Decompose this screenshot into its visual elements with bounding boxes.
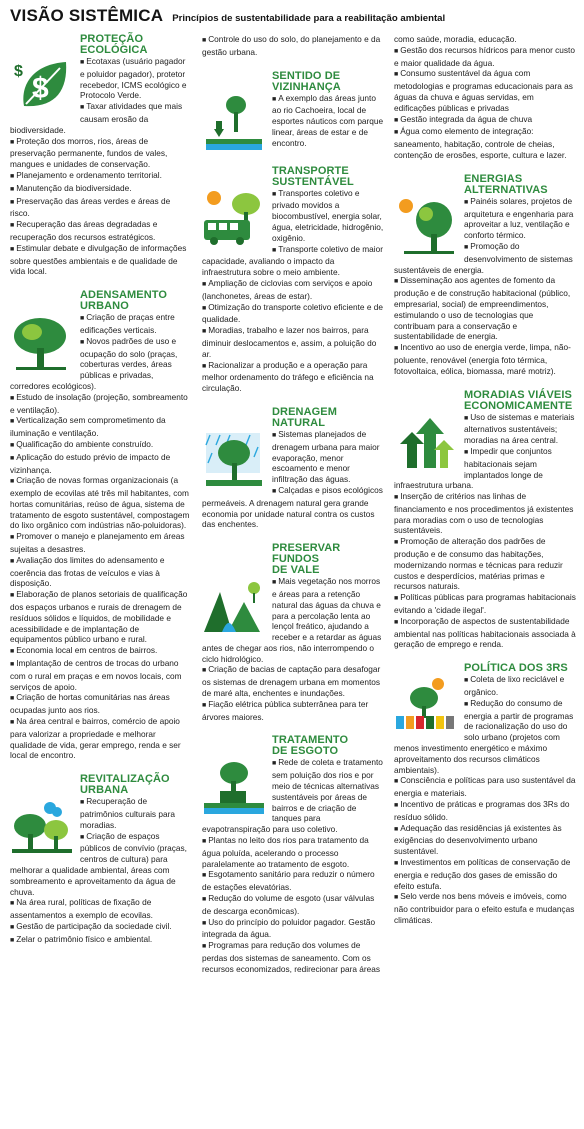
bullet-item: ■ Proteção dos morros, rios, áreas de preservação permanente, fundos de vales, mangues e unidades de conservação. bbox=[10, 136, 192, 170]
recycle-bins-icon bbox=[394, 676, 458, 732]
section-title: TRATAMENTO bbox=[272, 734, 349, 747]
section-revitalizacao bbox=[10, 774, 192, 946]
bullet-item: ■ Criação de praças entre edificações verticais. bbox=[10, 312, 192, 336]
section-title: MORADIAS VIÁVEIS bbox=[464, 388, 572, 401]
section-vizinhanca bbox=[202, 71, 384, 153]
section-adensamento bbox=[10, 290, 192, 761]
bullet-item: ■ Manutenção da biodiversidade. bbox=[10, 183, 192, 196]
section-body bbox=[202, 188, 384, 394]
section-title: ECOLÓGICA bbox=[80, 44, 148, 56]
svg-text:$: $ bbox=[14, 63, 23, 80]
bus-icon bbox=[202, 190, 266, 246]
bullet-item: ■ Rede de coleta e tratamento sem poluição dos rios e por meio de técnicas alternativas sustentáveis por áreas de bairros e de criação de tanques para evapotranspiração para uso coletivo. bbox=[202, 757, 384, 835]
bullet-item: ■ Promoção do desenvolvimento de sistemas sustentáveis de energia. bbox=[394, 241, 576, 275]
bullet-item: ■ Coleta de lixo reciclável e orgânico. bbox=[394, 674, 576, 698]
bullet-item: ■ Estudo de insolação (projeção, sombreamento e ventilação). bbox=[10, 392, 192, 416]
bullet-item: ■ Redução do volume de esgoto (usar válvulas de descarga econômicas). bbox=[202, 893, 384, 917]
section-body bbox=[10, 56, 192, 277]
column-1 bbox=[10, 34, 192, 988]
bullet-item: ■ Recuperação de patrimônios culturais para moradias. bbox=[10, 796, 192, 830]
bullet-item: ■ Água como elemento de integração: saneamento, habitação, controle de cheias, contenção de erosões, esporte, cultura e lazer. bbox=[394, 126, 576, 160]
bullet-item: ■ Políticas públicas para programas habitacionais evitando a 'cidade ilegal'. bbox=[394, 592, 576, 616]
section-title: PROTEÇÃO bbox=[80, 33, 144, 45]
bullet-item: ■ Gestão dos recursos hídricos para menor custo e maior qualidade da água. bbox=[394, 45, 576, 69]
section-title: REVITALIZAÇÃO URBANA bbox=[80, 773, 170, 797]
section-body bbox=[202, 576, 384, 722]
bullet-item: ■ Qualificação do ambiente construído. bbox=[10, 439, 192, 452]
section-body bbox=[202, 34, 384, 58]
section-title: PRESERVAR FUNDOS bbox=[272, 542, 341, 566]
section-drenagem bbox=[202, 407, 384, 530]
bullet-item: ■ Plantas no leito dos rios para tratamento da água poluída, acelerando o processo paralelamente ao tratamento de esgoto. bbox=[202, 835, 384, 869]
section-esgoto bbox=[202, 735, 384, 974]
bullet-item: ■ Gestão de participação da sociedade civil. bbox=[10, 921, 192, 934]
bullet-item: ■ Gestão integrada da água de chuva bbox=[394, 114, 576, 127]
bullet-item: ■ Transporte coletivo de maior capacidade, avaliando o impacto da infraestrutura sobre o meio ambiente. bbox=[202, 244, 384, 278]
section-body bbox=[394, 196, 576, 377]
section-title: POLÍTICA DOS 3RS bbox=[464, 662, 568, 675]
bullet-item: ■ Novos padrões de uso e ocupação do solo (praças, coberturas verdes, áreas públicas e privadas, corredores ecológicos). bbox=[10, 336, 192, 392]
rain-tree-icon bbox=[202, 431, 266, 487]
bullet-item: ■ Investimentos em políticas de conservação de energia e redução dos gases de emissão do efeito estufa. bbox=[394, 857, 576, 891]
bullet-item: ■ Preservação das áreas verdes e áreas de risco. bbox=[10, 196, 192, 220]
sewage-icon bbox=[202, 759, 266, 815]
bullet-item: ■ Inserção de critérios nas linhas de financiamento e nos procedimentos já existentes para moradias com o uso de tecnologias sustentáveis. bbox=[394, 491, 576, 536]
bullet-item: ■ Ampliação de ciclovias com serviços e apoio (lanchonetes, áreas de estar). bbox=[202, 278, 384, 302]
section-title: ADENSAMENTO bbox=[80, 289, 168, 302]
solar-tree-icon bbox=[394, 198, 458, 254]
page-title: VISÃO SISTÊMICA bbox=[10, 6, 164, 25]
bullet-item: ■ Criação de hortas comunitárias nas áreas ocupadas junto aos rios. bbox=[10, 692, 192, 716]
bullet-item: ■ Taxar atividades que mais causam erosão da biodiversidade. bbox=[10, 101, 192, 135]
section-body bbox=[202, 93, 384, 153]
section-body bbox=[394, 674, 576, 926]
section-protecao bbox=[10, 34, 192, 277]
bullet-item: ■ Mais vegetação nos morros e áreas para a retenção natural das águas da chuva e para a percolação lenta ao lençol freático, ajudando a receber e a retardar as águas antes de chegar aos rios, não interrompendo o ciclo hidrológico. bbox=[202, 576, 384, 664]
bullet-item: ■ Moradias, trabalho e lazer nos bairros, para diminuir deslocamentos e, assim, a poluição do ar. bbox=[202, 325, 384, 359]
section-tres_rs bbox=[394, 663, 576, 926]
section-title: DRENAGEM NATURAL bbox=[272, 405, 337, 429]
bullet-item: ■ Criação de novas formas organizacionais (a exemplo de ecovilas até três mil habitantes, com hortas comunitárias, reúso de água, sistema de tratamento de esgoto sustentável, compostagem do lixo orgânico com indústrias não-poluidoras). bbox=[10, 475, 192, 531]
section-title: URBANO bbox=[80, 300, 129, 313]
bullet-item: ■ Aplicação do estudo prévio de impacto de vizinhança. bbox=[10, 452, 192, 476]
park-icon bbox=[202, 95, 266, 151]
bullet-item: ■ Avaliação dos limites do adensamento e coerência das frotas de veículos e vias à disposição. bbox=[10, 555, 192, 589]
bullet-item: ■ Sistemas planejados de drenagem urbana para maior evaporação, menor escoamento e menor infiltração das águas. bbox=[202, 429, 384, 485]
section-title: DE VALE bbox=[272, 564, 320, 577]
bullet-item: ■ Fiação elétrica pública subterrânea para ter árvores maiores. bbox=[202, 699, 384, 723]
bullet-item: ■ Incentivo ao uso de energia verde, limpa, não-poluente, renovável (energia foto térmica, fotovoltaica, eólica, biomassa, maré motriz). bbox=[394, 342, 576, 376]
bullet-item: ■ Uso de sistemas e materiais alternativos sustentáveis; moradias na área central. bbox=[394, 412, 576, 446]
money-leaf-icon bbox=[10, 58, 74, 114]
section-title: SUSTENTÁVEL bbox=[272, 175, 354, 188]
section-title: ENERGIAS bbox=[464, 172, 523, 185]
section-body bbox=[10, 796, 192, 946]
bullet-item: ■ Estimular debate e divulgação de informações sobre questões ambientais e de qualidade de vida local. bbox=[10, 243, 192, 277]
bullet-item: ■ Na área rural, políticas de fixação de assentamentos a exemplo de ecovilas. bbox=[10, 897, 192, 921]
section-title: TRANSPORTE bbox=[272, 164, 349, 177]
section-continua2 bbox=[394, 34, 576, 161]
bullet-item: ■ Recuperação das áreas degradadas e recuperação dos recursos estratégicos. bbox=[10, 219, 192, 243]
header bbox=[10, 6, 576, 34]
section-body bbox=[394, 412, 576, 651]
column-2 bbox=[202, 34, 384, 988]
bullet-item: ■ Uso do princípio do poluidor pagador. Gestão integrada da água. bbox=[202, 917, 384, 941]
bullet-item: ■ Ecotaxas (usuário pagador e poluidor pagador), protetor recebedor, ICMS ecológico e Protocolo Verde. bbox=[10, 56, 192, 101]
bullet-item: ■ Calçadas e pisos ecológicos permeáveis. A drenagem natural gera grande economia por unidade natural contra os custos das enchentes. bbox=[202, 485, 384, 530]
bullet-item: ■ Zelar o patrimônio físico e ambiental. bbox=[10, 934, 192, 947]
bullet-item: ■ Elaboração de planos setoriais de qualificação dos espaços urbanos e rurais de drenagem de resíduos sólidos e líquidos, de mobilidade e acessibilidade e de implantação de equipamentos público urbano e rural. bbox=[10, 589, 192, 645]
bullet-item: ■ Na área central e bairros, comércio de apoio para valorizar a propriedade e melhorar qualidade de vida, gerar emprego, renda e ser local de encontro. bbox=[10, 716, 192, 761]
bullet-item: ■ Esgotamento sanitário para reduzir o número de estações elevatórias. bbox=[202, 869, 384, 893]
tree-icon bbox=[10, 314, 74, 370]
bullet-item: ■ Promover o manejo e planejamento em áreas sujeitas a desastres. bbox=[10, 531, 192, 555]
bullet-item: ■ Incentivo de práticas e programas dos 3Rs do resíduo sólido. bbox=[394, 799, 576, 823]
bullet-item: ■ Consumo sustentável da água com metodologias e programas educacionais para as águas da chuva e águas servidas, em edificações públicas e privadas bbox=[394, 68, 576, 113]
bullet-item: ■ Incorporação de aspectos de sustentabilidade ambiental nas políticas habitacionais associada à geração de emprego e renda. bbox=[394, 616, 576, 650]
bullet-item: ■ Disseminação aos agentes de fomento da produção e de construção habitacional (público, empresarial, social) de empreendimentos, estimulando o uso de tecnologias que contribuam para a conservação e sustentabilidade de energia. bbox=[394, 275, 576, 342]
section-moradias bbox=[394, 390, 576, 651]
bullet-item: como saúde, moradia, educação. bbox=[394, 34, 517, 44]
section-transporte bbox=[202, 166, 384, 394]
bullet-item: ■ Selo verde nos bens móveis e imóveis, como não contribuidor para o efeito estufa e mudanças climáticas. bbox=[394, 891, 576, 925]
bullet-item: ■ Racionalizar a produção e a operação para melhor ordenamento do tráfego e eficiência na circulação. bbox=[202, 360, 384, 394]
section-fundos bbox=[202, 543, 384, 722]
section-title: SENTIDO DE bbox=[272, 69, 341, 82]
section-body bbox=[202, 757, 384, 974]
bullet-item: ■ Controle do uso do solo, do planejamento e da gestão urbana. bbox=[202, 34, 384, 58]
bullet-item: ■ Otimização do transporte coletivo eficiente e de qualidade. bbox=[202, 302, 384, 326]
section-title: ALTERNATIVAS bbox=[464, 183, 548, 196]
bullet-item: ■ Planejamento e ordenamento territorial. bbox=[10, 170, 192, 183]
svg-text:$: $ bbox=[32, 72, 49, 105]
bullet-item: ■ Verticalização sem comprometimento da iluminação e ventilação. bbox=[10, 415, 192, 439]
bullet-item: ■ Economia local em centros de bairros. bbox=[10, 645, 192, 658]
section-body bbox=[202, 429, 384, 530]
bullet-item: ■ Painéis solares, projetos de arquitetura e engenharia para aproveitar a luz, ventilação e conforto térmico. bbox=[394, 196, 576, 241]
section-title: DE ESGOTO bbox=[272, 745, 339, 758]
section-title: ECONOMICAMENTE bbox=[464, 399, 573, 412]
bullet-item: ■ Promoção de alteração dos padrões de produção e de consumo das habitações, modernizando normas e técnicas para reduzir custos e desperdícios, matérias primas e recursos naturais. bbox=[394, 536, 576, 592]
bullet-item: ■ A exemplo das áreas junto ao rio Cachoeira, local de esportes náuticos com parque linear, áreas de estar e de encontro. bbox=[202, 93, 384, 149]
valley-icon bbox=[202, 578, 266, 634]
bullet-item: ■ Criação de espaços públicos de convívio (praças, centros de cultura) para melhorar a qualidade ambiental, áreas com sombreamento e aproveitamento da água de chuva. bbox=[10, 831, 192, 898]
column-3 bbox=[394, 34, 576, 988]
section-energias bbox=[394, 174, 576, 377]
columns bbox=[10, 34, 576, 988]
bullet-item: ■ Impedir que conjuntos habitacionais sejam implantados longe de infraestrutura urbana. bbox=[394, 446, 576, 491]
section-body bbox=[394, 34, 576, 161]
bullet-item: ■ Programas para redução dos volumes de perdas dos sistemas de saneamento. Com os recursos economizados, redirecionar para áreas bbox=[202, 940, 384, 974]
trees-water-icon bbox=[10, 798, 74, 854]
section-body bbox=[10, 312, 192, 761]
bullet-item: ■ Transportes coletivo e privado movidos a biocombustível, energia solar, água, eletricidade, hidrogênio, oxigênio. bbox=[202, 188, 384, 244]
bullet-item: ■ Implantação de centros de trocas do urbano com o rural em praças e em novos locais, com serviços de apoio. bbox=[10, 658, 192, 692]
bullet-item: ■ Adequação das residências já existentes às exigências do desenvolvimento urbano sustentável. bbox=[394, 823, 576, 857]
section-continua bbox=[202, 34, 384, 58]
page-subtitle: Princípios de sustentabilidade para a reabilitação ambiental bbox=[172, 13, 446, 24]
arrows-up-icon bbox=[394, 414, 458, 470]
bullet-item: ■ Criação de bacias de captação para desafogar os sistemas de drenagem urbana em momentos de maré alta, enchentes e inundações. bbox=[202, 664, 384, 698]
bullet-item: ■ Consciência e políticas para uso sustentável da energia e materiais. bbox=[394, 775, 576, 799]
bullet-item: ■ Redução do consumo de energia a partir de programas de racionalização do uso do solo urbano (projetos com menos investimento energético e máximo aproveitamento dos recursos climáticos ambientais). bbox=[394, 698, 576, 776]
section-title: VIZINHANÇA bbox=[272, 80, 341, 93]
